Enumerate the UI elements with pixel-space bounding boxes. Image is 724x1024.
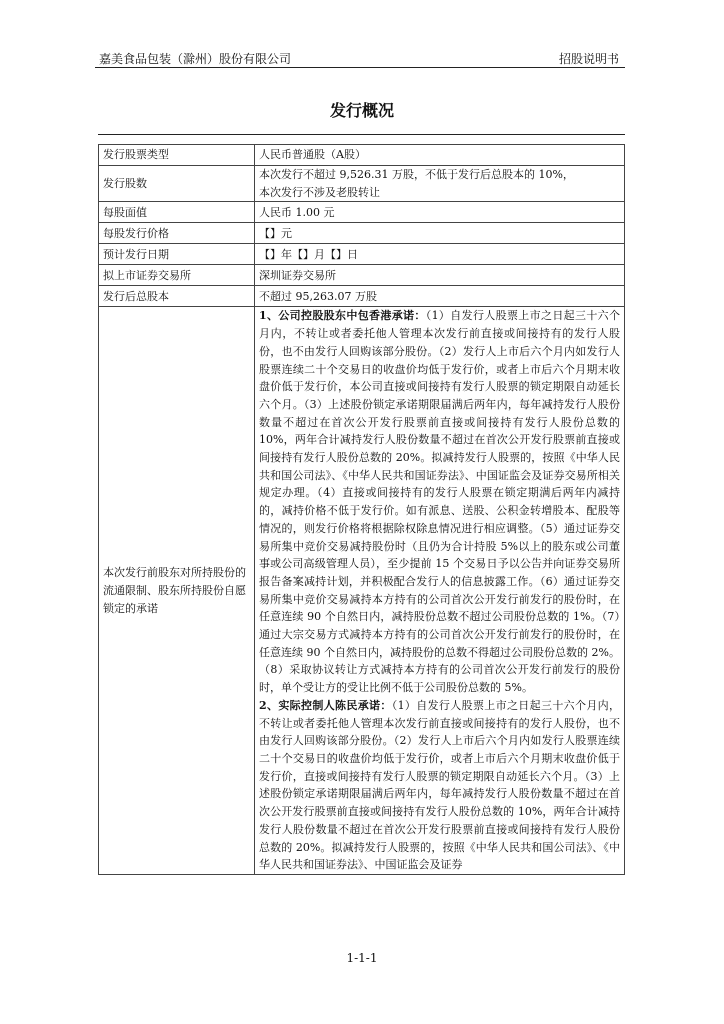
commitment-content bbox=[255, 307, 625, 875]
row-value bbox=[255, 166, 625, 202]
row-label: 预计发行日期 bbox=[99, 244, 255, 265]
row-label: 每股发行价格 bbox=[99, 223, 255, 244]
commitment-body-1: （1）自发行人股票上市之日起三十六个月内，不转让或者委托他人管理本次发行前直接或间接持有的发行人股份，也不由发行人回购该部分股份。（2）发行人上市后六个月内如发行人股票连续二十个交易日的收盘价均低于发行价，或者上市后六个月期末收盘价低于发行价，本公司直接或间接持有发行人股票的锁定期限自动延长六个月。（3）上述股份锁定承诺期限届满后两年内，每年减持发行人股份数量不超过在首次公开发行股票前直接或间接持有发行人股份总数的 10%，两年合计减持发行人股份数量不超过在首次公开发行股票前直接或间接持有发行人股份总数的 20%。拟减持发行人股票的，按照《中华人民共和国公司法》、《中华人民共和国证券法》、中国证监会及证券交易所相关规定办理。（4）直接或间接持有的发行人股票在锁定期满后两年内减持的，减持价格不低于发行价。如有派息、送股、公积金转增股本、配股等情况的，则发行价格将根据除权除息情况进行相应调整。（5）通过证券交易所集中竞价交易减持股份时（且仍为合计持股 5%以上的股东或公司董事或公司高级管理人员），至少提前 15 个交易日予以公告并向证券交易所报告备案减持计划，并积极配合发行人的信息披露工作。（6）通过证券交易所集中竞价交易减持本方持有的公司首次公开发行前发行的股份时，在任意连续 90 个自然日内，减持股份总数不超过公司股份总数的 1%。（7）通过大宗交易方式减持本方持有的公司首次公开发行前发行的股份时，在任意连续 90 个自然日内，减持股份的总数不得超过公司股份总数的 2%。（8）采取协议转让方式减持本方持有的公司首次公开发行前发行的股份时，单个受让方的受让比例不低于公司股份总数的 5%。 bbox=[259, 309, 621, 695]
row-label: 发行股数 bbox=[99, 166, 255, 202]
row-value: 深圳证券交易所 bbox=[255, 265, 625, 286]
row-label: 每股面值 bbox=[99, 202, 255, 223]
row-label: 发行股票类型 bbox=[99, 145, 255, 166]
row-value-line: 本次发行不涉及老股转让 bbox=[259, 185, 380, 199]
page-title: 发行概况 bbox=[329, 101, 394, 120]
commitment-heading-2: 2、实际控制人陈民承诺： bbox=[259, 698, 392, 712]
commitment-paragraph-2 bbox=[259, 697, 620, 874]
row-value-line: 本次发行不超过 9,526.31 万股，不低于发行后总股本的 10%， bbox=[259, 168, 574, 181]
row-value: 人民币 1.00 元 bbox=[255, 202, 625, 223]
row-value: 【】年【】月【】日 bbox=[255, 244, 625, 265]
page-header bbox=[95, 47, 625, 68]
row-value: 人民币普通股（A股） bbox=[255, 145, 625, 166]
issuance-overview-table bbox=[98, 144, 625, 875]
row-label: 发行后总股本 bbox=[99, 286, 255, 307]
page-number: 1-1-1 bbox=[346, 951, 378, 965]
document-type: 招股说明书 bbox=[558, 52, 619, 66]
table-row bbox=[99, 265, 625, 286]
table-row bbox=[99, 202, 625, 223]
table-row bbox=[99, 166, 625, 202]
table-row bbox=[99, 145, 625, 166]
commitment-body-2: （1）自发行人股票上市之日起三十六个月内，不转让或者委托他人管理本次发行前直接或间接持有的发行人股份，也不由发行人回购该部分股份。（2）发行人上市后六个月内如发行人股票连续二十个交易日的收盘价均低于发行价，或者上市后六个月期末收盘价低于发行价，直接或间接持有发行人股票的锁定期限自动延长六个月。（3）上述股份锁定承诺期限届满后两年内，每年减持发行人股份数量不超过在首次公开发行股票前直接或间接持有发行人股份总数的 10%，两年合计减持发行人股份数量不超过在首次公开发行股票前直接或间接持有发行人股份总数的 20%。拟减持发行人股票的，按照《中华人民共和国公司法》、《中华人民共和国证券法》、中国证监会及证券 bbox=[259, 698, 621, 872]
company-name: 嘉美食品包装（滁州）股份有限公司 bbox=[99, 52, 292, 66]
table-row bbox=[99, 244, 625, 265]
row-value: 不超过 95,263.07 万股 bbox=[255, 286, 625, 307]
table-row bbox=[99, 307, 625, 875]
table-row bbox=[99, 286, 625, 307]
title-divider bbox=[98, 134, 625, 135]
commitment-paragraph-1 bbox=[259, 307, 620, 696]
commitment-heading-1: 1、公司控股股东中包香港承诺： bbox=[259, 309, 426, 323]
commitment-label: 本次发行前股东对所持股份的流通限制、股东所持股份自愿锁定的承诺 bbox=[99, 307, 255, 875]
row-value: 【】元 bbox=[255, 223, 625, 244]
row-label: 拟上市证券交易所 bbox=[99, 265, 255, 286]
table-row bbox=[99, 223, 625, 244]
